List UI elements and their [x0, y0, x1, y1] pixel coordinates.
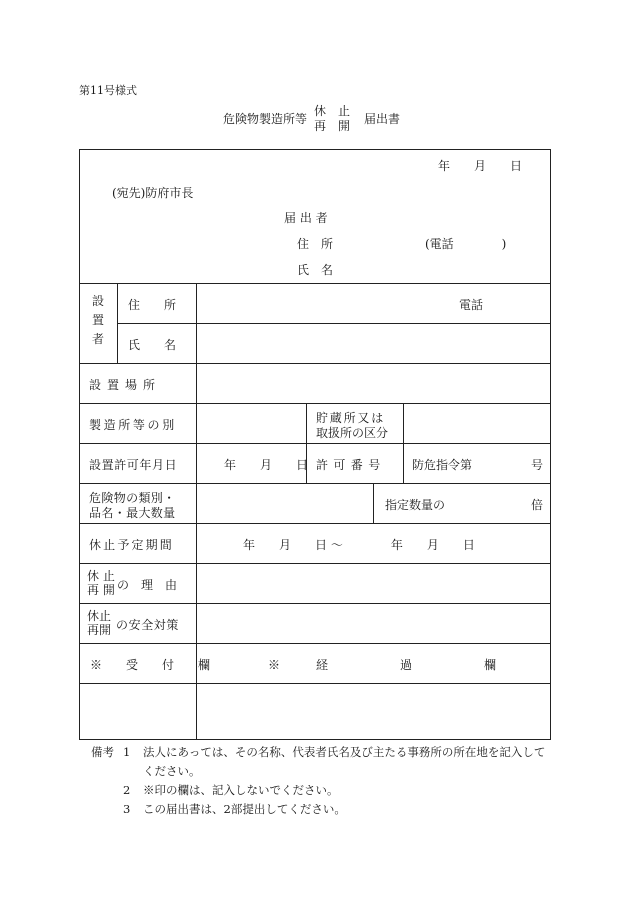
permit-number-suffix: 号: [531, 458, 544, 472]
row-divider: [79, 603, 551, 604]
reason-option-suspend: 休 止: [87, 569, 115, 583]
installer-label: 設置者: [91, 294, 104, 346]
addressee: (宛先)防府市長: [112, 186, 194, 200]
storage-type-label-line1: 貯蔵所又は: [316, 411, 386, 425]
hazard-label-line2: 品名・最大数量: [89, 506, 176, 520]
note-number: 2: [123, 783, 131, 797]
safety-label: の安全対策: [116, 618, 180, 632]
title-option-suspend: 休 止: [314, 104, 351, 118]
reception-column-label: ※ 受 付 欄: [90, 658, 211, 672]
note-text: 法人にあっては、その名称、代表者氏名及び主たる事務所の所在地を記入して: [143, 745, 546, 759]
row-divider: [79, 363, 551, 364]
row-divider: [117, 323, 551, 324]
permit-date-label: 設置許可年月日: [89, 458, 178, 472]
period-value: 年 月 日 ～ 年 月 日: [243, 538, 475, 552]
column-divider: [403, 403, 404, 483]
note-row: [91, 800, 545, 819]
row-divider: [79, 563, 551, 564]
note-number: [123, 762, 143, 781]
notifier-address-label: 住 所: [297, 237, 334, 251]
safety-option-resume: 再開: [87, 623, 112, 637]
date-year-label: 年: [438, 159, 451, 173]
row-divider: [79, 483, 551, 484]
reason-option-resume: 再 開: [87, 583, 115, 597]
column-divider: [117, 283, 118, 363]
date-month-label: 月: [474, 159, 487, 173]
notes-label: 備考: [91, 745, 114, 759]
title-prefix: 危険物製造所等: [223, 112, 308, 126]
storage-type-label-line2: 取扱所の区分: [316, 426, 389, 440]
row-divider: [79, 643, 551, 644]
installer-address-label: 住 所: [128, 298, 177, 312]
form-number: 第11号様式: [79, 84, 137, 97]
period-label: 休止予定期間: [89, 538, 174, 552]
note-number: 1: [123, 745, 131, 759]
date-day-label: 日: [510, 159, 523, 173]
installer-phone-label: 電話: [459, 298, 484, 312]
note-text: ください。: [143, 764, 201, 778]
title-option-resume: 再 開: [314, 119, 351, 133]
facility-type-label: 製造所等の別: [89, 418, 177, 432]
permit-number-label: 許可番号: [316, 458, 386, 472]
note-text: この届出書は、2部提出してください。: [143, 802, 346, 816]
title-suffix: 届出書: [364, 112, 401, 126]
row-divider: [79, 283, 551, 284]
notes-section: [91, 743, 545, 819]
note-row: [91, 762, 545, 781]
permit-date-value: 年 月 日: [224, 458, 309, 472]
permit-number-prefix: 防危指令第: [412, 458, 473, 472]
row-divider: [79, 403, 551, 404]
row-divider: [79, 523, 551, 524]
row-divider: [79, 443, 551, 444]
designated-quantity-label: 指定数量の: [385, 498, 446, 512]
progress-column-label: ※ 経 過 欄: [268, 658, 497, 672]
row-divider: [79, 683, 551, 684]
notifier-label: 届 出 者: [284, 211, 328, 225]
reason-label: の 理 由: [117, 578, 178, 592]
location-label: 設置場所: [89, 378, 162, 392]
installer-name-label: 氏 名: [128, 338, 177, 352]
note-text: ※印の欄は、記入しないでください。: [143, 783, 339, 797]
note-row: [91, 781, 545, 800]
column-divider: [373, 483, 374, 523]
hazard-label-line1: 危険物の類別・: [89, 491, 176, 505]
note-row: [91, 743, 545, 762]
notifier-name-label: 氏 名: [297, 263, 334, 277]
notifier-phone-label: (電話 ): [425, 237, 507, 251]
safety-option-suspend: 休止: [87, 609, 112, 623]
note-number: 3: [123, 802, 131, 816]
designated-quantity-suffix: 倍: [531, 498, 544, 512]
